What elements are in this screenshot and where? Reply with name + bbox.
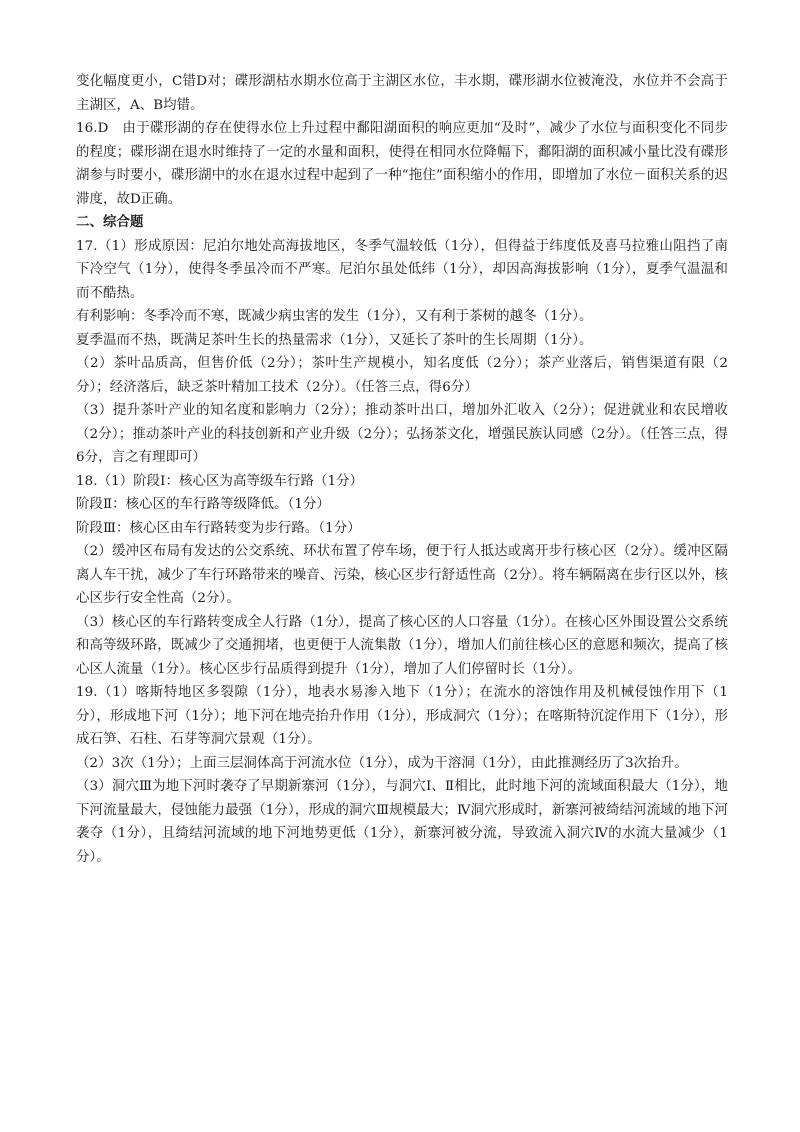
- paragraph-q18-stage-2: 阶段Ⅱ：核心区的车行路等级降低。（1分）: [76, 497, 330, 512]
- paragraph-q17-3: （3）提升茶叶产业的知名度和影响力（2分）；推动茶叶出口，增加外汇收入（2分）；促进就业和农民增收（2分）；推动茶叶产业的科技创新和产业升级（2分）；弘扬茶文化，增强民族认同感（2分）。（任答三点，得6分，言之有理即可）: [76, 403, 728, 465]
- paragraph-q18-2: （2）缓冲区布局有发达的公交系统、环状布置了停车场，便于行人抵达或离开步行核心区（2分）。缓冲区隔离人车干扰，减少了车行环路带来的噪音、污染，核心区步行舒适性高（2分）。将车辆隔离在步行区以外，核心区步行安全性高（2分）。: [76, 544, 728, 606]
- section-heading: 二、综合题: [76, 214, 144, 230]
- paragraph-q18-3: （3）核心区的车行路转变成全人行路（1分），提高了核心区的人口容量（1分）。在核心区外围设置公交系统和高等级环路，既减少了交通拥堵，也更便于人流集散（1分），增加人们前往核心区的意愿和频次，提高了核心区人流量（1分）。核心区步行品质得到提升（1分），增加了人们停留时长（1分）。: [76, 614, 728, 677]
- paragraph-q17-2: （2）茶叶品质高，但售价低（2分）；茶叶生产规模小，知名度低（2分）；茶产业落后，销售渠道有限（2分）；经济落后，缺乏茶叶精加工技术（2分）。（任答三点，得6分）: [76, 356, 728, 395]
- paragraph-q18-stage-3: 阶段Ⅲ：核心区由车行路转变为步行路。（1分）: [76, 520, 361, 536]
- paragraph-q17-1: 17.（1）形成原因：尼泊尔地处高海拔地区，冬季气温较低（1分），但得益于纬度低及喜马拉雅山阻挡了南下冷空气（1分），使得冬季虽冷而不严寒。尼泊尔虽处低纬（1分），却因高海拔影响（1分），夏季气温温和而不酷热。: [76, 238, 728, 301]
- paragraph-q17-1-winter: 有利影响：冬季冷而不寒，既减少病虫害的发生（1分），又有利于茶树的越冬（1分）。: [76, 309, 593, 324]
- paragraph-q18-stage-1: 18.（1）阶段Ⅰ：核心区为高等级车行路（1分）: [76, 473, 364, 489]
- paragraph-q15-tail: 变化幅度更小，C错D对；碟形湖枯水期水位高于主湖区水位，丰水期，碟形湖水位被淹没，水位并不会高于主湖区，A、B均错。: [76, 74, 728, 113]
- paragraph-q19-3: （3）洞穴Ⅲ为地下河时袭夺了早期新寨河（1分），与洞穴Ⅰ、Ⅱ相比，此时地下河的流域面积最大（1分），地下河流量最大，侵蚀能力最强（1分），形成的洞穴Ⅲ规模最大；Ⅳ洞穴形成时，新寨河被绮结河流域的地下河袭夺（1分），且绮结河流域的地下河地势更低（1分），新寨河被分流，导致流入洞穴Ⅳ的水流大量减少（1分）。: [76, 779, 728, 865]
- paragraph-q16: 16.D 由于碟形湖的存在使得水位上升过程中鄱阳湖面积的响应更加“及时”，减少了水位与面积变化不同步的程度；碟形湖在退水时维持了一定的水量和面积，使得在相同水位降幅下，鄱阳湖的面积减小量比没有碟形湖参与时要小，碟形湖中的水在退水过程中起到了一种“拖住”面积缩小的作用，即增加了水位－面积关系的迟滞度，故D正确。: [76, 121, 728, 207]
- answer-text: [76, 70, 728, 869]
- paragraph-q19-2: （2）3次（1分）；上面三层洞体高于河流水位（1分），成为干溶洞（1分），由此推测经历了3次抬升。: [76, 755, 688, 771]
- paragraph-q19-1: 19.（1）喀斯特地区多裂隙（1分），地表水易渗入地下（1分）；在流水的溶蚀作用及机械侵蚀作用下（1分），形成地下河（1分）；地下河在地壳抬升作用（1分），形成洞穴（1分）；在喀斯特沉淀作用下（1分），形成石笋、石柱、石芽等洞穴景观（1分）。: [76, 685, 728, 747]
- paragraph-q17-1-summer: 夏季温而不热，既满足茶叶生长的热量需求（1分），又延长了茶叶的生长周期（1分）。: [76, 332, 593, 348]
